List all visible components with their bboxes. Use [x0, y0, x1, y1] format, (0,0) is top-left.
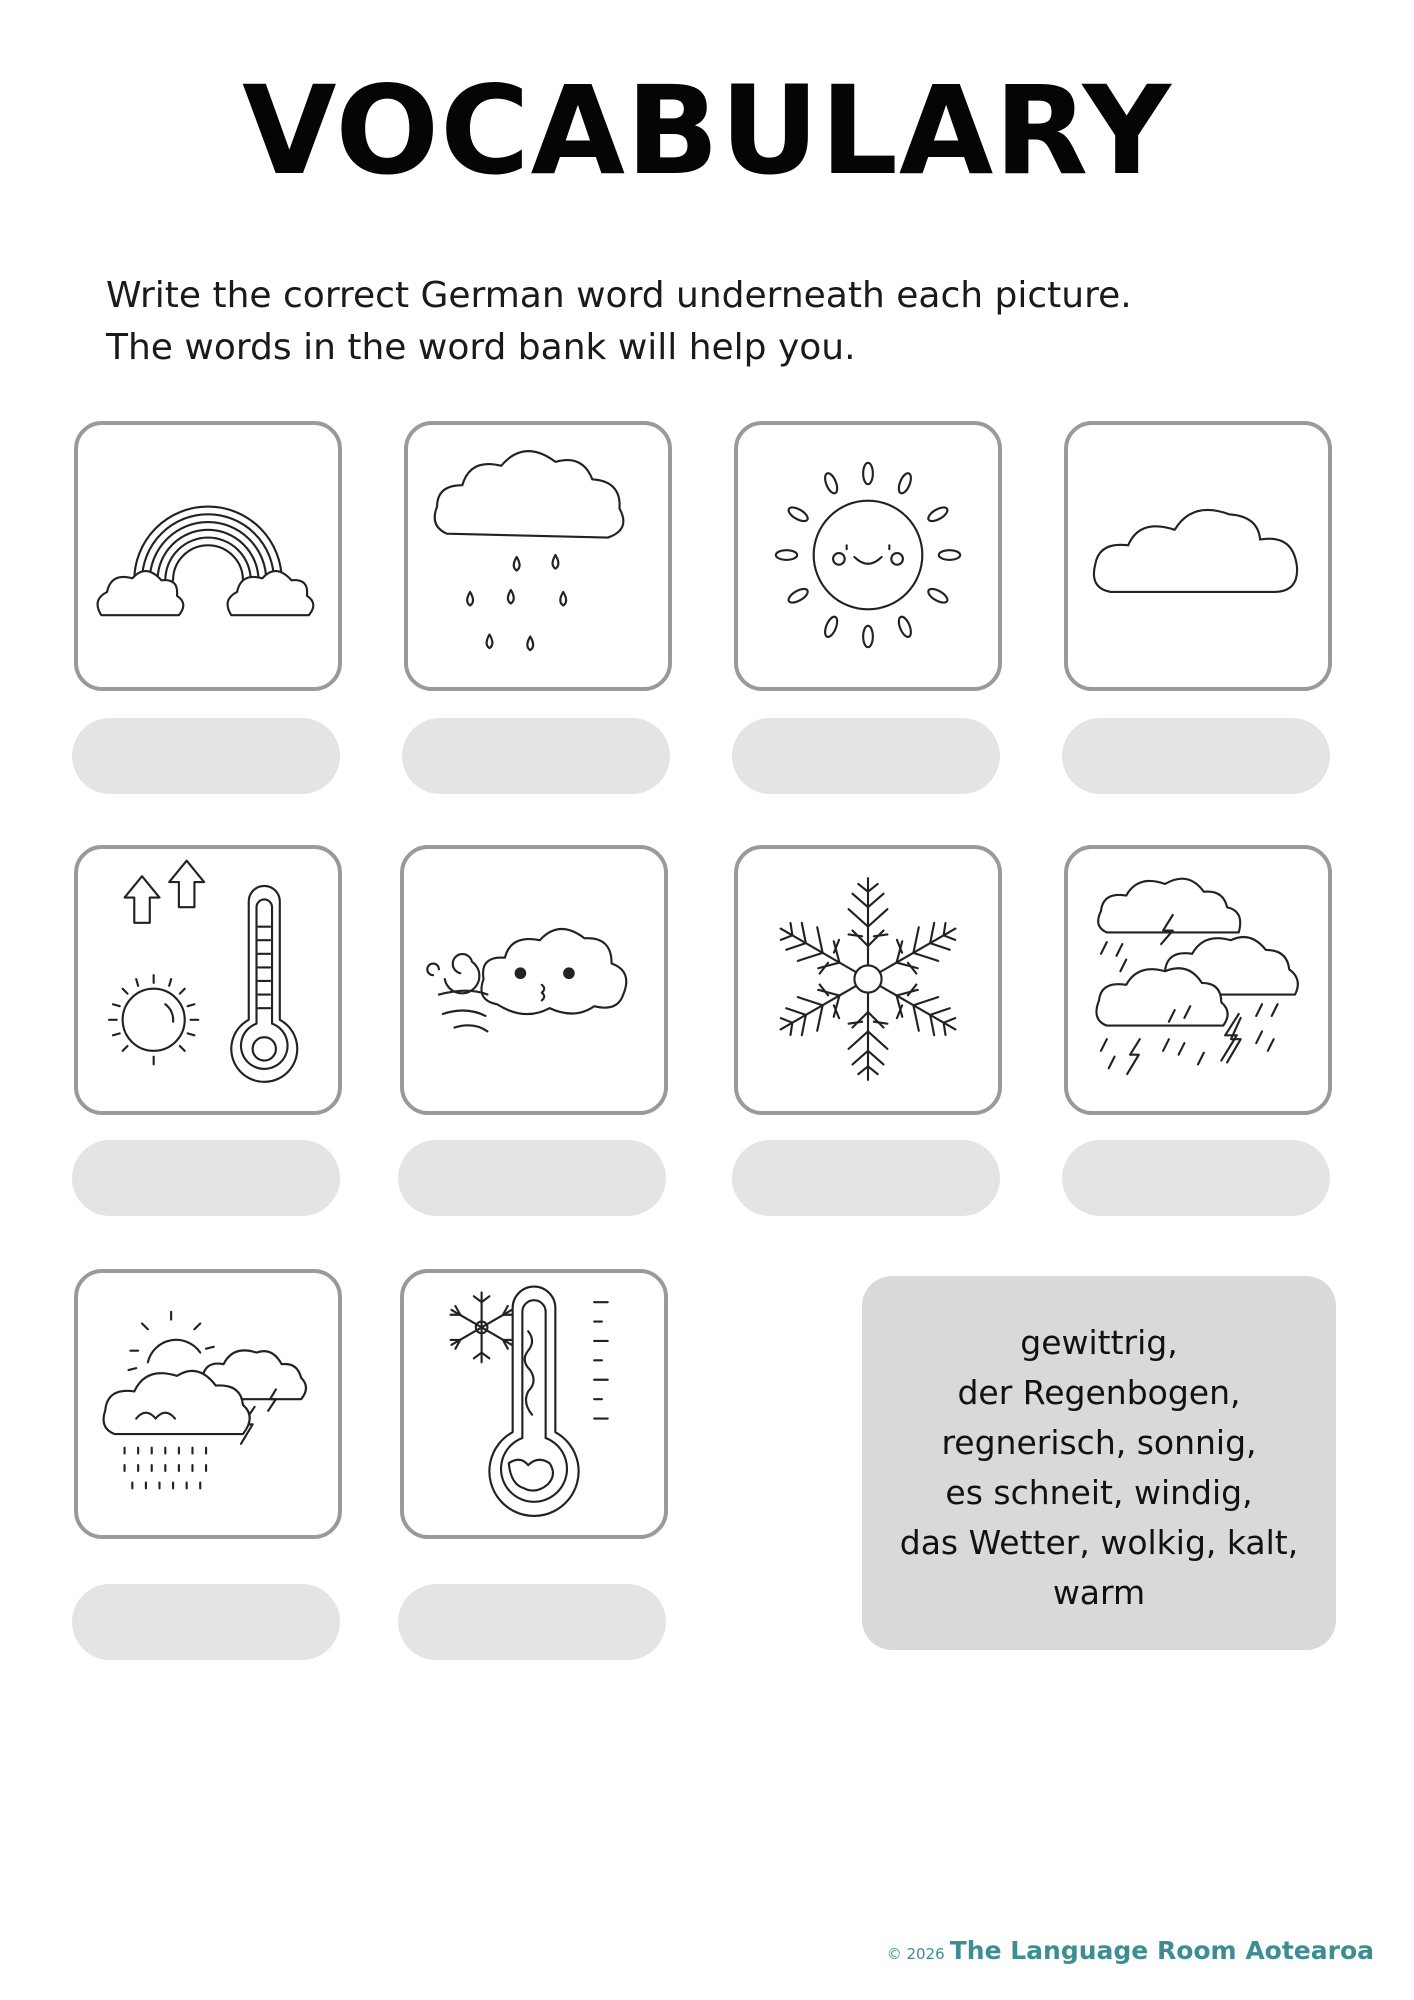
picture-card-snow: [734, 845, 1002, 1115]
instruction-line: Write the correct German word underneath each picture.: [106, 275, 1132, 316]
instructions: [106, 270, 1132, 374]
warm-sun-thermometer-icon: [78, 849, 338, 1111]
brand-name: The Language Room Aotearoa: [949, 1936, 1374, 1965]
picture-card-wind: [400, 845, 668, 1115]
answer-box[interactable]: [1062, 1140, 1330, 1216]
instruction-line: The words in the word bank will help you.: [106, 327, 856, 368]
cold-thermometer-snowflake-icon: [404, 1273, 664, 1535]
smiling-sun-icon: [738, 425, 998, 687]
answer-box[interactable]: [402, 718, 670, 794]
picture-card-rainbow: [74, 421, 342, 691]
answer-box[interactable]: [732, 1140, 1000, 1216]
rainbow-icon: [78, 425, 338, 687]
answer-box[interactable]: [398, 1584, 666, 1660]
picture-card-thunderstorm: [1064, 845, 1332, 1115]
windy-cloud-icon: [404, 849, 664, 1111]
word-bank-line: der Regenbogen,: [957, 1373, 1241, 1412]
word-bank-line: gewittrig,: [1020, 1323, 1178, 1362]
thunderstorm-clouds-icon: [1068, 849, 1328, 1111]
word-bank: [862, 1276, 1336, 1650]
picture-card-cold: [400, 1269, 668, 1539]
answer-box[interactable]: [732, 718, 1000, 794]
picture-card-mixed-weather: [74, 1269, 342, 1539]
mixed-weather-icon: [78, 1273, 338, 1535]
page-title: VOCABULARY: [242, 60, 1172, 202]
word-bank-line: warm: [1052, 1573, 1146, 1612]
rain-cloud-icon: [408, 425, 668, 687]
word-bank-line: es schneit, windig,: [945, 1473, 1253, 1512]
picture-card-sun: [734, 421, 1002, 691]
cloud-icon: [1068, 425, 1328, 687]
picture-card-rain: [404, 421, 672, 691]
copyright: © 2026: [886, 1945, 945, 1963]
snowflake-icon: [738, 849, 998, 1111]
footer: [887, 1936, 1374, 1965]
answer-box[interactable]: [72, 1140, 340, 1216]
word-bank-line: das Wetter, wolkig, kalt,: [899, 1523, 1299, 1562]
answer-box[interactable]: [72, 718, 340, 794]
picture-card-cloud: [1064, 421, 1332, 691]
picture-card-warm: [74, 845, 342, 1115]
answer-box[interactable]: [1062, 718, 1330, 794]
answer-box[interactable]: [72, 1584, 340, 1660]
answer-box[interactable]: [398, 1140, 666, 1216]
word-bank-line: regnerisch, sonnig,: [941, 1423, 1257, 1462]
